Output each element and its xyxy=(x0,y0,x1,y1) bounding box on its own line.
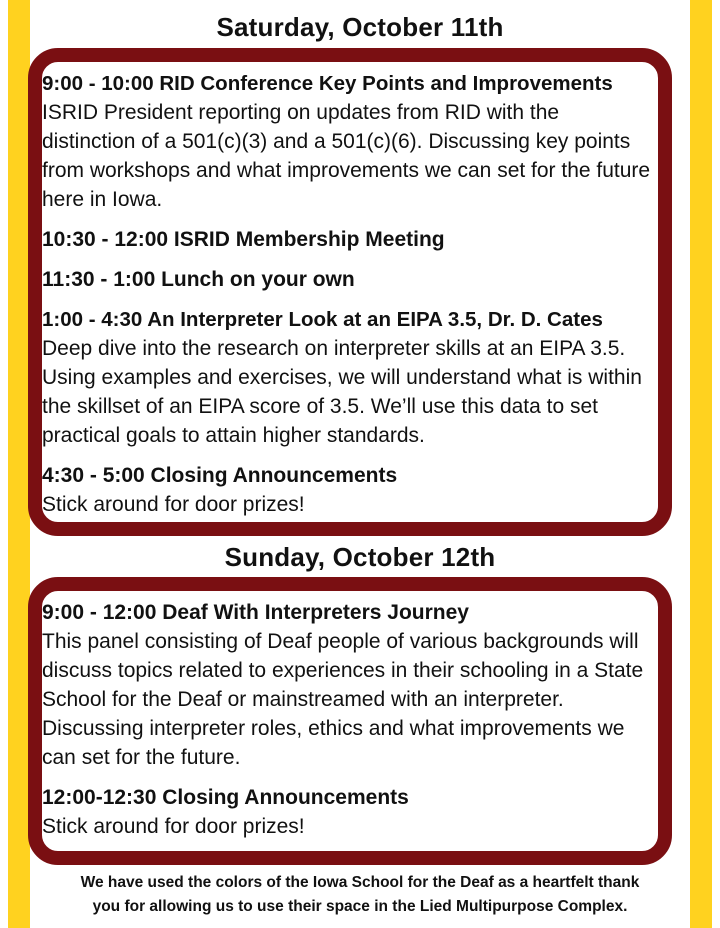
right-yellow-stripe xyxy=(690,0,712,928)
saturday-schedule-box xyxy=(28,48,672,536)
footer-line-2: you for allowing us to use their space in the Lied Multipurpose Complex. xyxy=(92,898,628,915)
event-description: Stick around for door prizes! xyxy=(42,493,305,516)
event-title: 9:00 - 10:00 RID Conference Key Points and Improvements xyxy=(42,72,613,95)
event-title: 9:00 - 12:00 Deaf With Interpreters Journey xyxy=(42,601,469,624)
event-title: 10:30 - 12:00 ISRID Membership Meeting xyxy=(42,228,445,251)
saturday-event-4 xyxy=(42,306,658,450)
sunday-event-2 xyxy=(42,784,658,841)
event-description: Deep dive into the research on interpreter skills at an EIPA 3.5. Using examples and exercises, we will understand what is within the skillset of an EIPA score of 3.5. We’ll use this data to set practical goals to attain higher standards. xyxy=(42,337,642,447)
sunday-event-1 xyxy=(42,599,658,772)
event-title: 4:30 - 5:00 Closing Announcements xyxy=(42,464,398,487)
saturday-event-1 xyxy=(42,70,658,214)
saturday-heading: Saturday, October 11th xyxy=(216,12,504,42)
event-title: 1:00 - 4:30 An Interpreter Look at an EIPA 3.5, Dr. D. Cates xyxy=(42,308,603,331)
footer-note xyxy=(30,871,690,919)
saturday-event-2 xyxy=(42,226,658,254)
sunday-heading: Sunday, October 12th xyxy=(224,542,496,572)
event-description: This panel consisting of Deaf people of various backgrounds will discuss topics related to experiences in their schooling in a State School for the Deaf or mainstreamed with an interpreter. Discussing interpreter roles, ethics and what improvements we can set for the future. xyxy=(42,630,644,769)
footer-line-1: We have used the colors of the Iowa School for the Deaf as a heartfelt thank xyxy=(80,874,640,891)
saturday-event-5 xyxy=(42,462,658,519)
event-description: ISRID President reporting on updates from RID with the distinction of a 501(c)(3) and a 501(c)(6). Discussing key points from workshops and what improvements we can set for the future here in Iowa. xyxy=(42,101,651,211)
saturday-event-3 xyxy=(42,266,658,294)
event-description: Stick around for door prizes! xyxy=(42,815,305,838)
event-title: 11:30 - 1:00 Lunch on your own xyxy=(42,268,355,291)
event-title: 12:00-12:30 Closing Announcements xyxy=(42,786,409,809)
sunday-schedule-box xyxy=(28,577,672,865)
left-yellow-stripe xyxy=(8,0,30,928)
